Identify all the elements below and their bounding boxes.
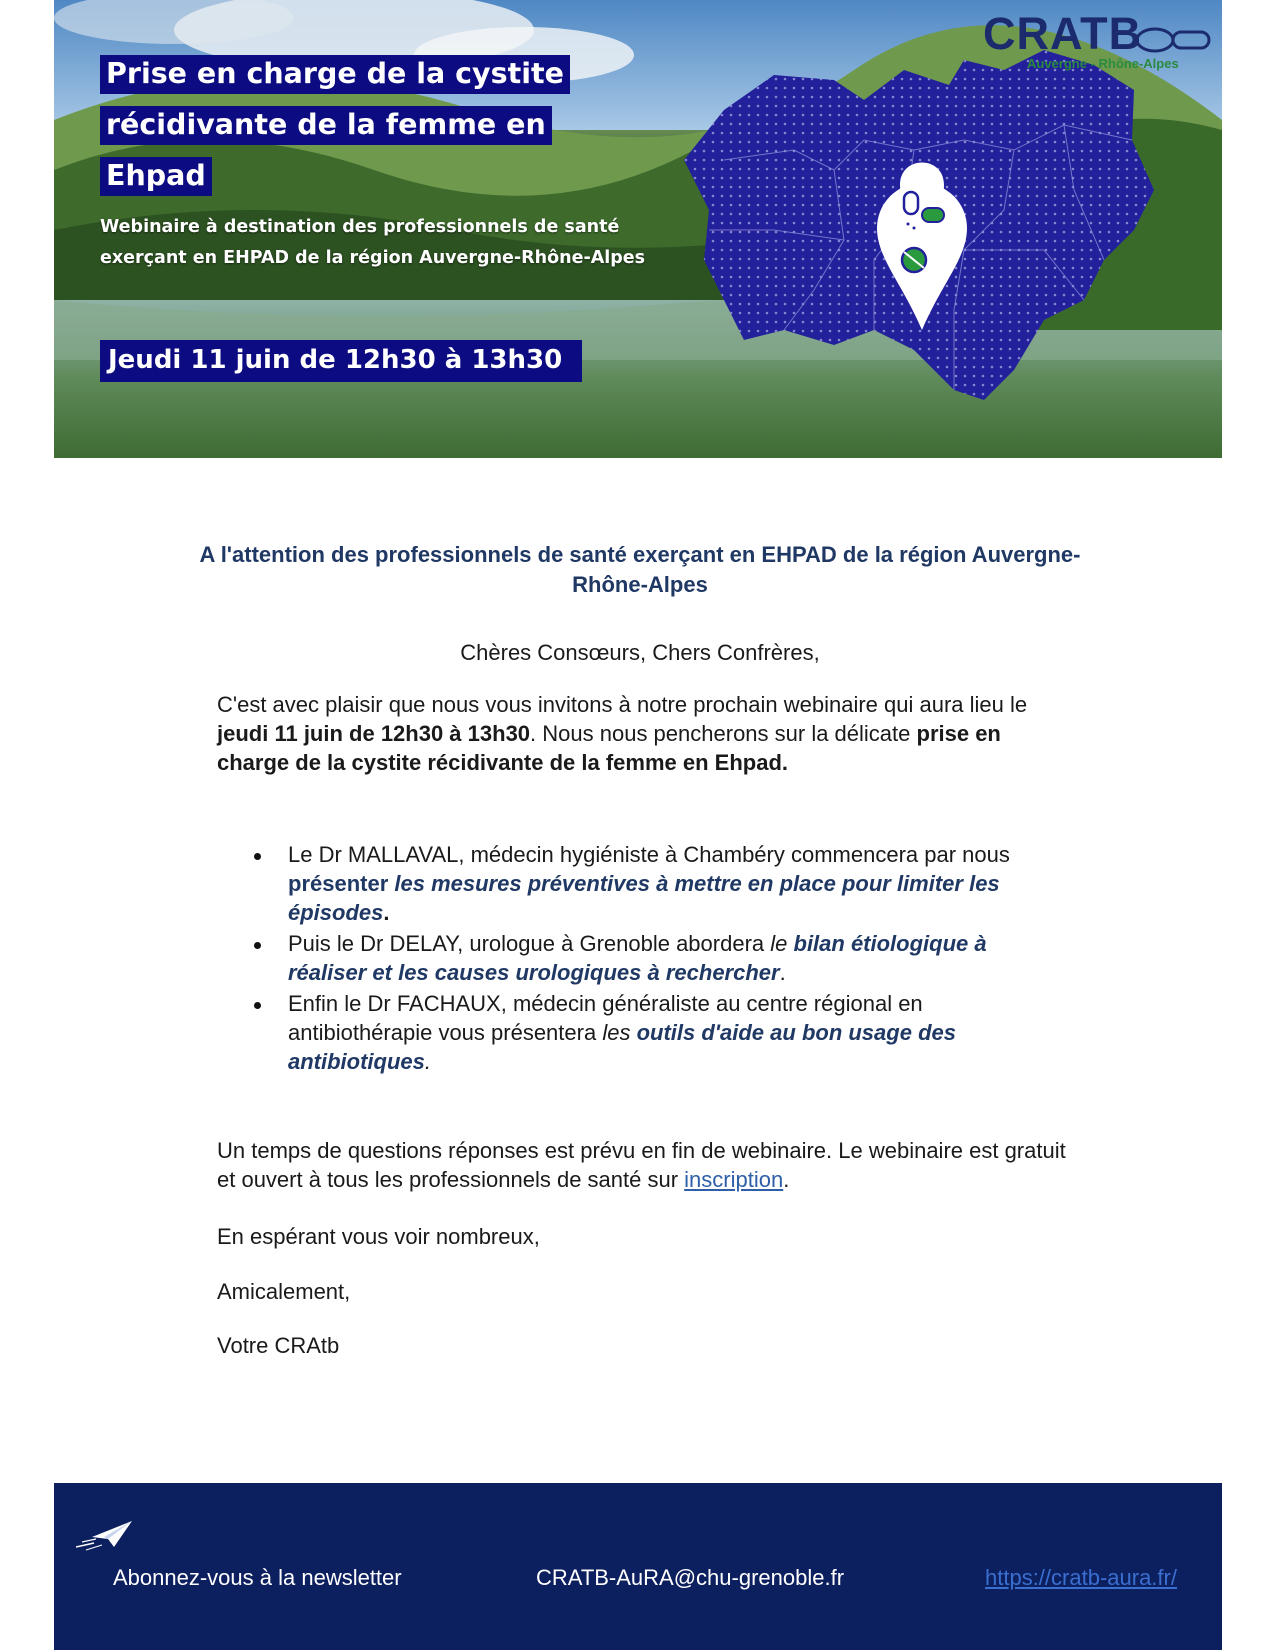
bullet-topic: les mesures préventives à mettre en place pour limiter les épisodes	[288, 871, 1000, 925]
closing-text-a: Un temps de questions réponses est prévu en fin de webinaire. Le webinaire est gratuit et ouvert à tous les professionnels de santé sur	[217, 1138, 1066, 1192]
footer	[54, 1483, 1222, 1650]
banner-subtitle-line2: exerçant en EHPAD de la région Auvergne-Rhône-Alpes	[100, 248, 646, 268]
header-banner	[54, 0, 1222, 458]
logo-text: CRATB	[983, 8, 1143, 59]
banner-title-line1: Prise en charge de la cystite	[100, 55, 570, 94]
intro-text-a: C'est avec plaisir que nous vous invitons à notre prochain webinaire qui aura lieu le	[217, 692, 1028, 717]
inscription-link[interactable]: inscription	[684, 1167, 784, 1192]
letter-greeting: Chères Consœurs, Chers Confrères,	[460, 640, 820, 665]
cratb-logo	[983, 10, 1213, 72]
bullet-end: .	[424, 1049, 432, 1074]
banner-title-line2: récidivante de la femme en Ehpad	[100, 106, 552, 196]
list-item	[217, 840, 1067, 927]
bullet-text: Puis le Dr DELAY, urologue à Grenoble abordera	[288, 931, 771, 956]
bullet-lead: présenter	[288, 871, 395, 896]
newsletter-link[interactable]: Abonnez-vous à la newsletter	[113, 1565, 402, 1590]
closing-paragraph	[217, 1136, 1067, 1194]
intro-date: jeudi 11 juin de 12h30 à 13h30	[217, 721, 531, 746]
paper-plane-icon	[76, 1517, 136, 1551]
bullet-icon	[254, 1002, 261, 1009]
banner-date: Jeudi 11 juin de 12h30 à 13h30	[100, 340, 582, 382]
region-map	[664, 30, 1164, 410]
bullet-lead: les	[602, 1020, 637, 1045]
banner-subtitle-line1: Webinaire à destination des professionnels de santé	[100, 217, 620, 237]
bullet-end: .	[383, 900, 390, 925]
banner-subtitle	[100, 212, 660, 274]
list-item	[217, 989, 1067, 1076]
bullet-lead: le	[770, 931, 794, 956]
bullet-topic: outils d'aide au bon usage des antibiotiques	[288, 1020, 956, 1074]
email-link[interactable]: CRATB-AuRA@chu-grenoble.fr	[536, 1565, 845, 1590]
bullet-text: Le Dr MALLAVAL, médecin hygiéniste à Chambéry commencera par nous	[288, 842, 1010, 867]
letter-signature: Votre CRAtb	[217, 1333, 340, 1358]
intro-text-b: . Nous nous pencherons sur la délicate	[530, 721, 917, 746]
bullet-text: Enfin le Dr FACHAUX, médecin généraliste au centre régional en antibiothérapie vous présentera	[288, 991, 923, 1045]
website-link[interactable]: https://cratb-aura.fr/	[985, 1565, 1177, 1590]
letter-wish: En espérant vous voir nombreux,	[217, 1224, 540, 1249]
letter-heading: A l'attention des professionnels de santé exerçant en EHPAD de la région Auvergne-Rhône-Alpes	[199, 542, 1081, 597]
bullet-icon	[254, 853, 261, 860]
bullet-end: .	[779, 960, 786, 985]
letter-salutation: Amicalement,	[217, 1279, 351, 1304]
intro-paragraph	[217, 690, 1067, 777]
closing-text-b: .	[783, 1167, 790, 1192]
logo-region: Auvergne - Rhône-Alpes	[1027, 56, 1179, 71]
bullet-topic: bilan étiologique à réaliser et les causes urologiques à rechercher	[288, 931, 987, 985]
banner-title	[100, 48, 660, 201]
intro-topic: prise en charge de la cystite récidivante de la femme en Ehpad.	[217, 721, 1001, 775]
bullet-icon	[254, 942, 261, 949]
logo-pills-icon	[1133, 20, 1213, 60]
list-item	[217, 929, 1067, 987]
speaker-list	[217, 840, 1067, 1078]
